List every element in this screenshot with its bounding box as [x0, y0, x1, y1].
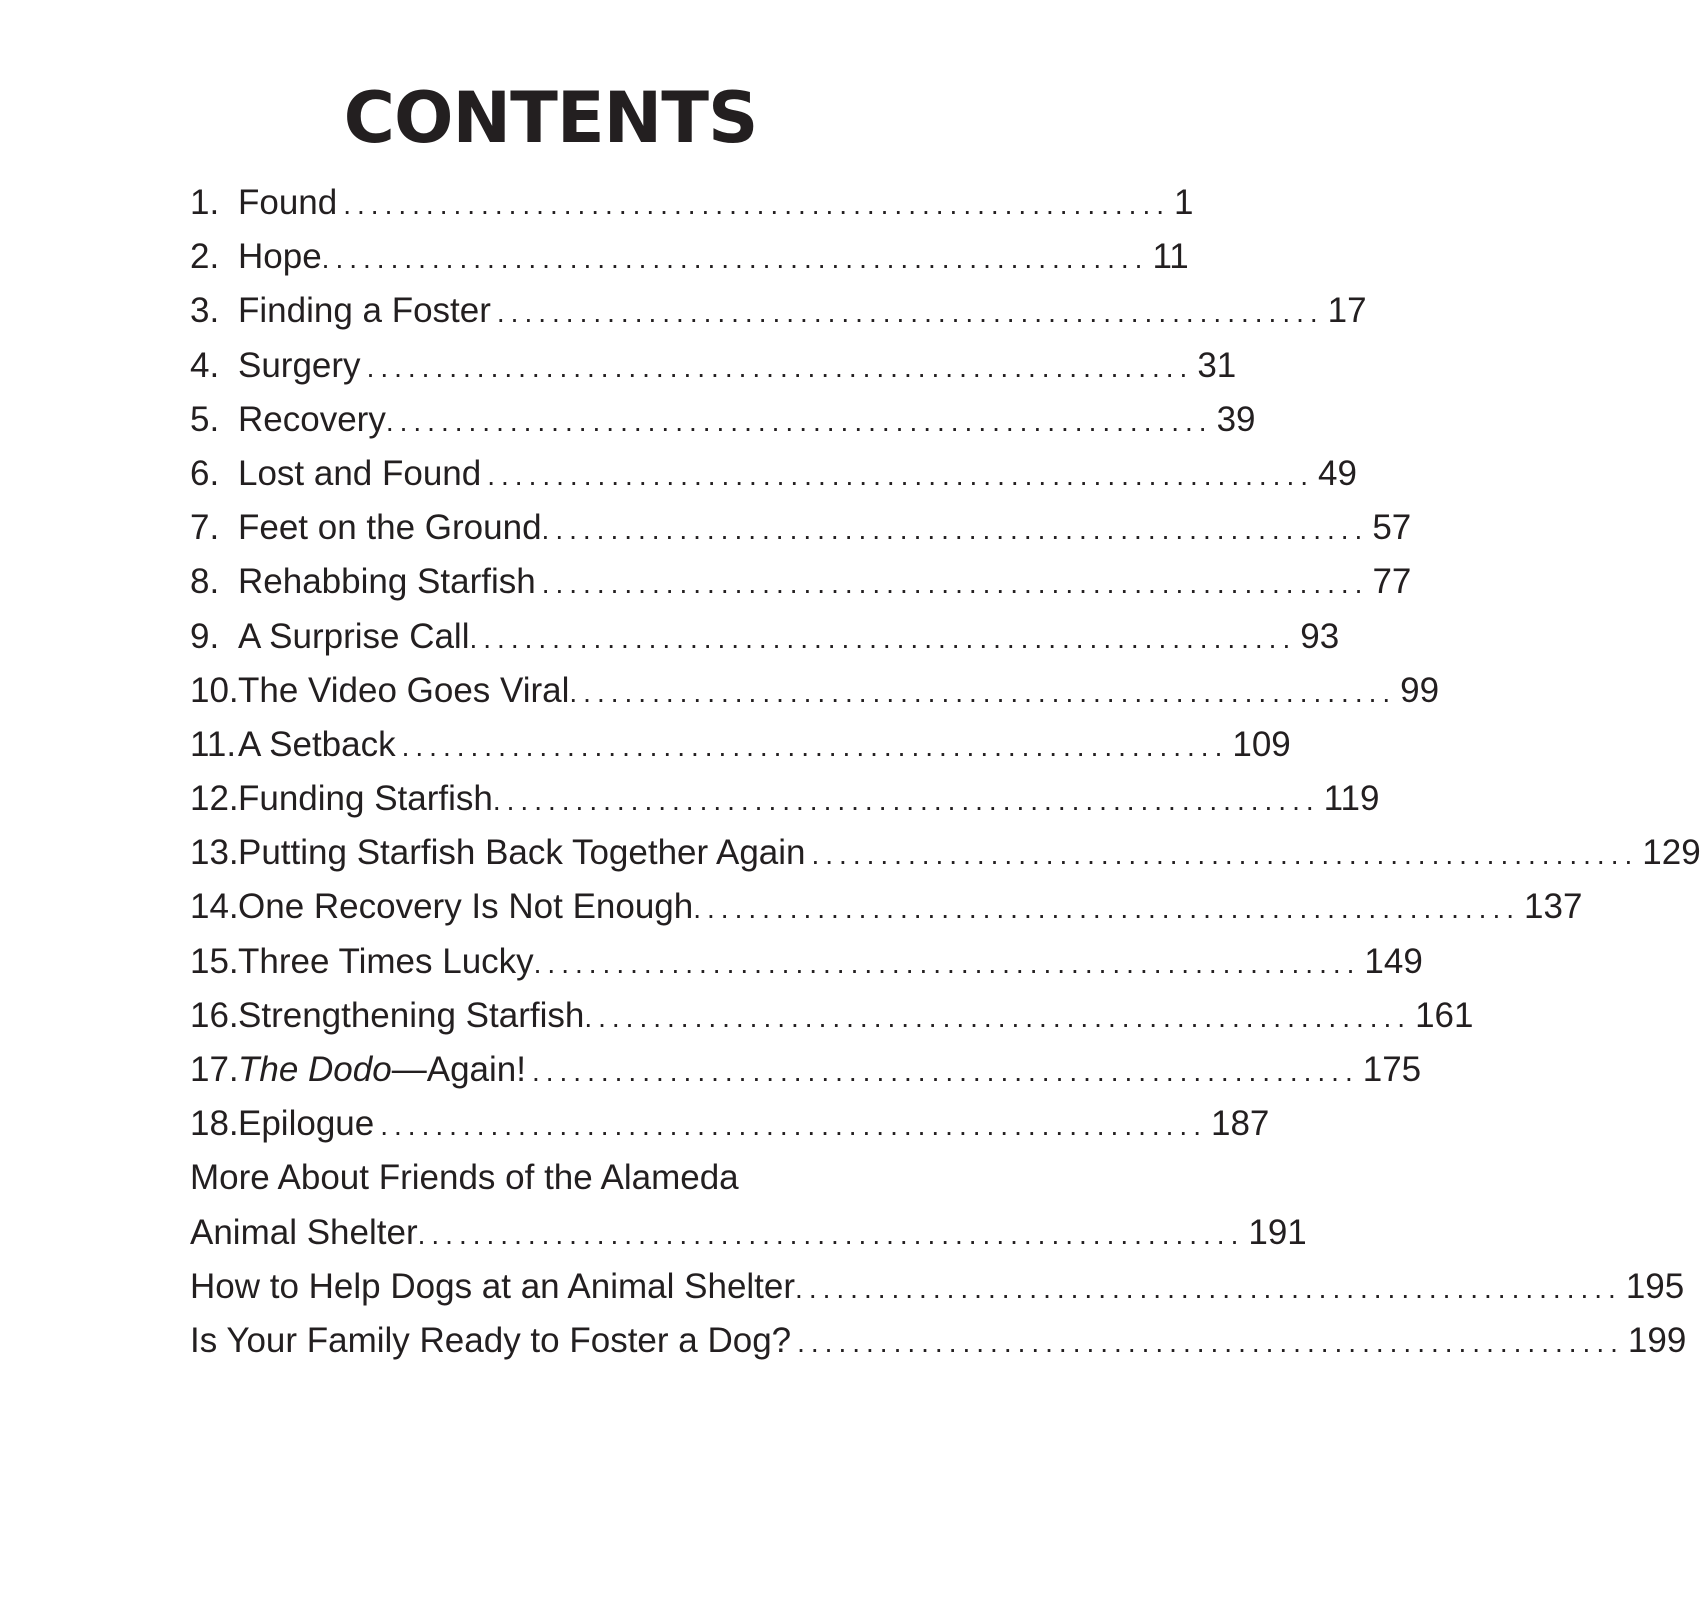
leader-dots: ............................................................	[380, 1110, 1207, 1142]
leader-dots: ............................................................	[795, 1272, 1622, 1304]
page-number: 161	[1415, 995, 1474, 1035]
page-number: 99	[1400, 670, 1440, 710]
table-of-contents	[190, 176, 1701, 1368]
back-matter-entry	[190, 1206, 1307, 1260]
page-number: 93	[1300, 616, 1340, 656]
leader-dots: ............................................................	[487, 459, 1315, 491]
toc-entry	[190, 284, 1367, 338]
chapter-number: 13.	[190, 833, 239, 873]
toc-entry	[190, 772, 1380, 826]
page-number: 199	[1627, 1320, 1687, 1360]
page-number: 49	[1318, 453, 1357, 493]
chapter-number: 2.	[190, 237, 220, 277]
toc-entry	[190, 664, 1440, 718]
chapter-title: Feet on the Ground	[238, 508, 542, 548]
leader-dots: ............................................................	[492, 785, 1320, 817]
toc-entry	[190, 501, 1412, 555]
leader-dots: ............................................................	[541, 514, 1369, 546]
page-number: 187	[1211, 1104, 1270, 1144]
back-matter-entry	[190, 1260, 1685, 1314]
leader-dots: ............................................................	[811, 839, 1639, 871]
chapter-number: 3.	[190, 291, 220, 331]
page-number: 137	[1524, 887, 1583, 927]
back-matter-entry	[190, 1314, 1687, 1368]
chapter-number: 16.	[190, 995, 239, 1035]
toc-entry	[190, 1043, 1422, 1097]
toc-entry	[190, 447, 1357, 501]
chapter-title: The Video Goes Viral	[238, 670, 570, 710]
leader-dots: ............................................................	[496, 297, 1324, 329]
page-title: CONTENTS	[343, 77, 758, 159]
leader-dots: ............................................................	[385, 405, 1213, 437]
leader-dots: ............................................................	[321, 243, 1149, 275]
toc-entry	[190, 339, 1237, 393]
page-number: 109	[1232, 724, 1291, 764]
chapter-number: 11.	[190, 724, 237, 764]
page-number: 195	[1625, 1266, 1685, 1306]
chapter-title: Hope	[238, 237, 322, 277]
chapter-title-italic: The Dodo	[238, 1050, 392, 1089]
leader-dots: ............................................................	[797, 1326, 1624, 1358]
page-number: 11	[1152, 237, 1189, 277]
leader-dots: ............................................................	[343, 189, 1171, 220]
chapter-title: Found	[238, 183, 338, 222]
page-number: 17	[1327, 291, 1367, 331]
toc-entry	[190, 555, 1412, 609]
chapter-title	[238, 1043, 532, 1097]
chapter-number: 15.	[190, 941, 239, 981]
chapter-title: Funding Starfish	[238, 779, 493, 819]
page-number: 129	[1642, 833, 1701, 873]
chapter-number: 14.	[190, 887, 239, 927]
toc-entry	[190, 935, 1423, 989]
leader-dots: ............................................................	[541, 568, 1369, 600]
toc-entry	[190, 176, 1194, 230]
page-number: 149	[1364, 941, 1423, 981]
back-matter-title: More About Friends of the Alameda	[190, 1158, 739, 1198]
leader-dots: ............................................................	[693, 893, 1521, 925]
leader-dots: ............................................................	[401, 730, 1229, 762]
back-matter-title: Is Your Family Ready to Foster a Dog?	[190, 1320, 792, 1360]
chapter-number: 8.	[190, 562, 220, 602]
chapter-number: 7.	[190, 508, 220, 548]
page-number: 1	[1174, 183, 1194, 222]
chapter-title: Putting Starfish Back Together Again	[238, 833, 806, 873]
back-matter-title: How to Help Dogs at an Animal Shelter	[190, 1266, 796, 1306]
chapter-title: Recovery	[238, 399, 386, 439]
chapter-number: 12.	[190, 779, 239, 819]
toc-entry	[190, 880, 1583, 934]
toc-entry	[190, 1097, 1270, 1151]
toc-entry	[190, 393, 1256, 447]
page-number: 31	[1197, 345, 1237, 385]
chapter-number: 9.	[190, 616, 220, 656]
chapter-title: A Setback	[238, 724, 396, 764]
chapter-number: 18.	[190, 1104, 239, 1144]
chapter-number: 4.	[190, 345, 220, 385]
toc-entry	[190, 718, 1291, 772]
back-matter-entry-line1	[190, 1151, 876, 1205]
leader-dots: ............................................................	[366, 351, 1194, 383]
leader-dots: ............................................................	[417, 1218, 1245, 1250]
chapter-title: Lost and Found	[238, 453, 482, 493]
toc-entry	[190, 826, 1701, 880]
page-number: 77	[1372, 562, 1412, 602]
chapter-title: A Surprise Call	[238, 616, 470, 656]
leader-dots: ............................................................	[531, 1056, 1359, 1087]
chapter-title: Strengthening Starfish	[238, 995, 585, 1035]
page-number: 175	[1362, 1050, 1422, 1089]
chapter-number: 10.	[190, 670, 239, 710]
back-matter-title: Animal Shelter	[190, 1212, 418, 1252]
chapter-title: Epilogue	[238, 1104, 375, 1144]
chapter-number: 17.	[190, 1050, 239, 1089]
chapter-number: 1.	[190, 183, 220, 222]
chapter-number: 6.	[190, 453, 220, 493]
chapter-number: 5.	[190, 399, 220, 439]
page-number: 39	[1216, 399, 1256, 439]
leader-dots: ............................................................	[469, 622, 1297, 654]
page-number: 57	[1372, 508, 1412, 548]
chapter-title: Rehabbing Starfish	[238, 562, 536, 602]
chapter-title: Finding a Foster	[238, 291, 491, 331]
chapter-title: Three Times Lucky	[238, 941, 534, 981]
page-number: 191	[1248, 1212, 1307, 1252]
leader-dots: ............................................................	[584, 1001, 1412, 1033]
page-number: 119	[1323, 779, 1380, 819]
leader-dots: ............................................................	[569, 676, 1397, 708]
chapter-title: One Recovery Is Not Enough	[238, 887, 694, 927]
chapter-title: Surgery	[238, 345, 361, 385]
toc-entry	[190, 610, 1340, 664]
chapter-title-rest: —Again!	[391, 1050, 526, 1089]
leader-dots: ............................................................	[533, 947, 1361, 979]
toc-entry	[190, 989, 1474, 1043]
toc-entry	[190, 230, 1189, 284]
